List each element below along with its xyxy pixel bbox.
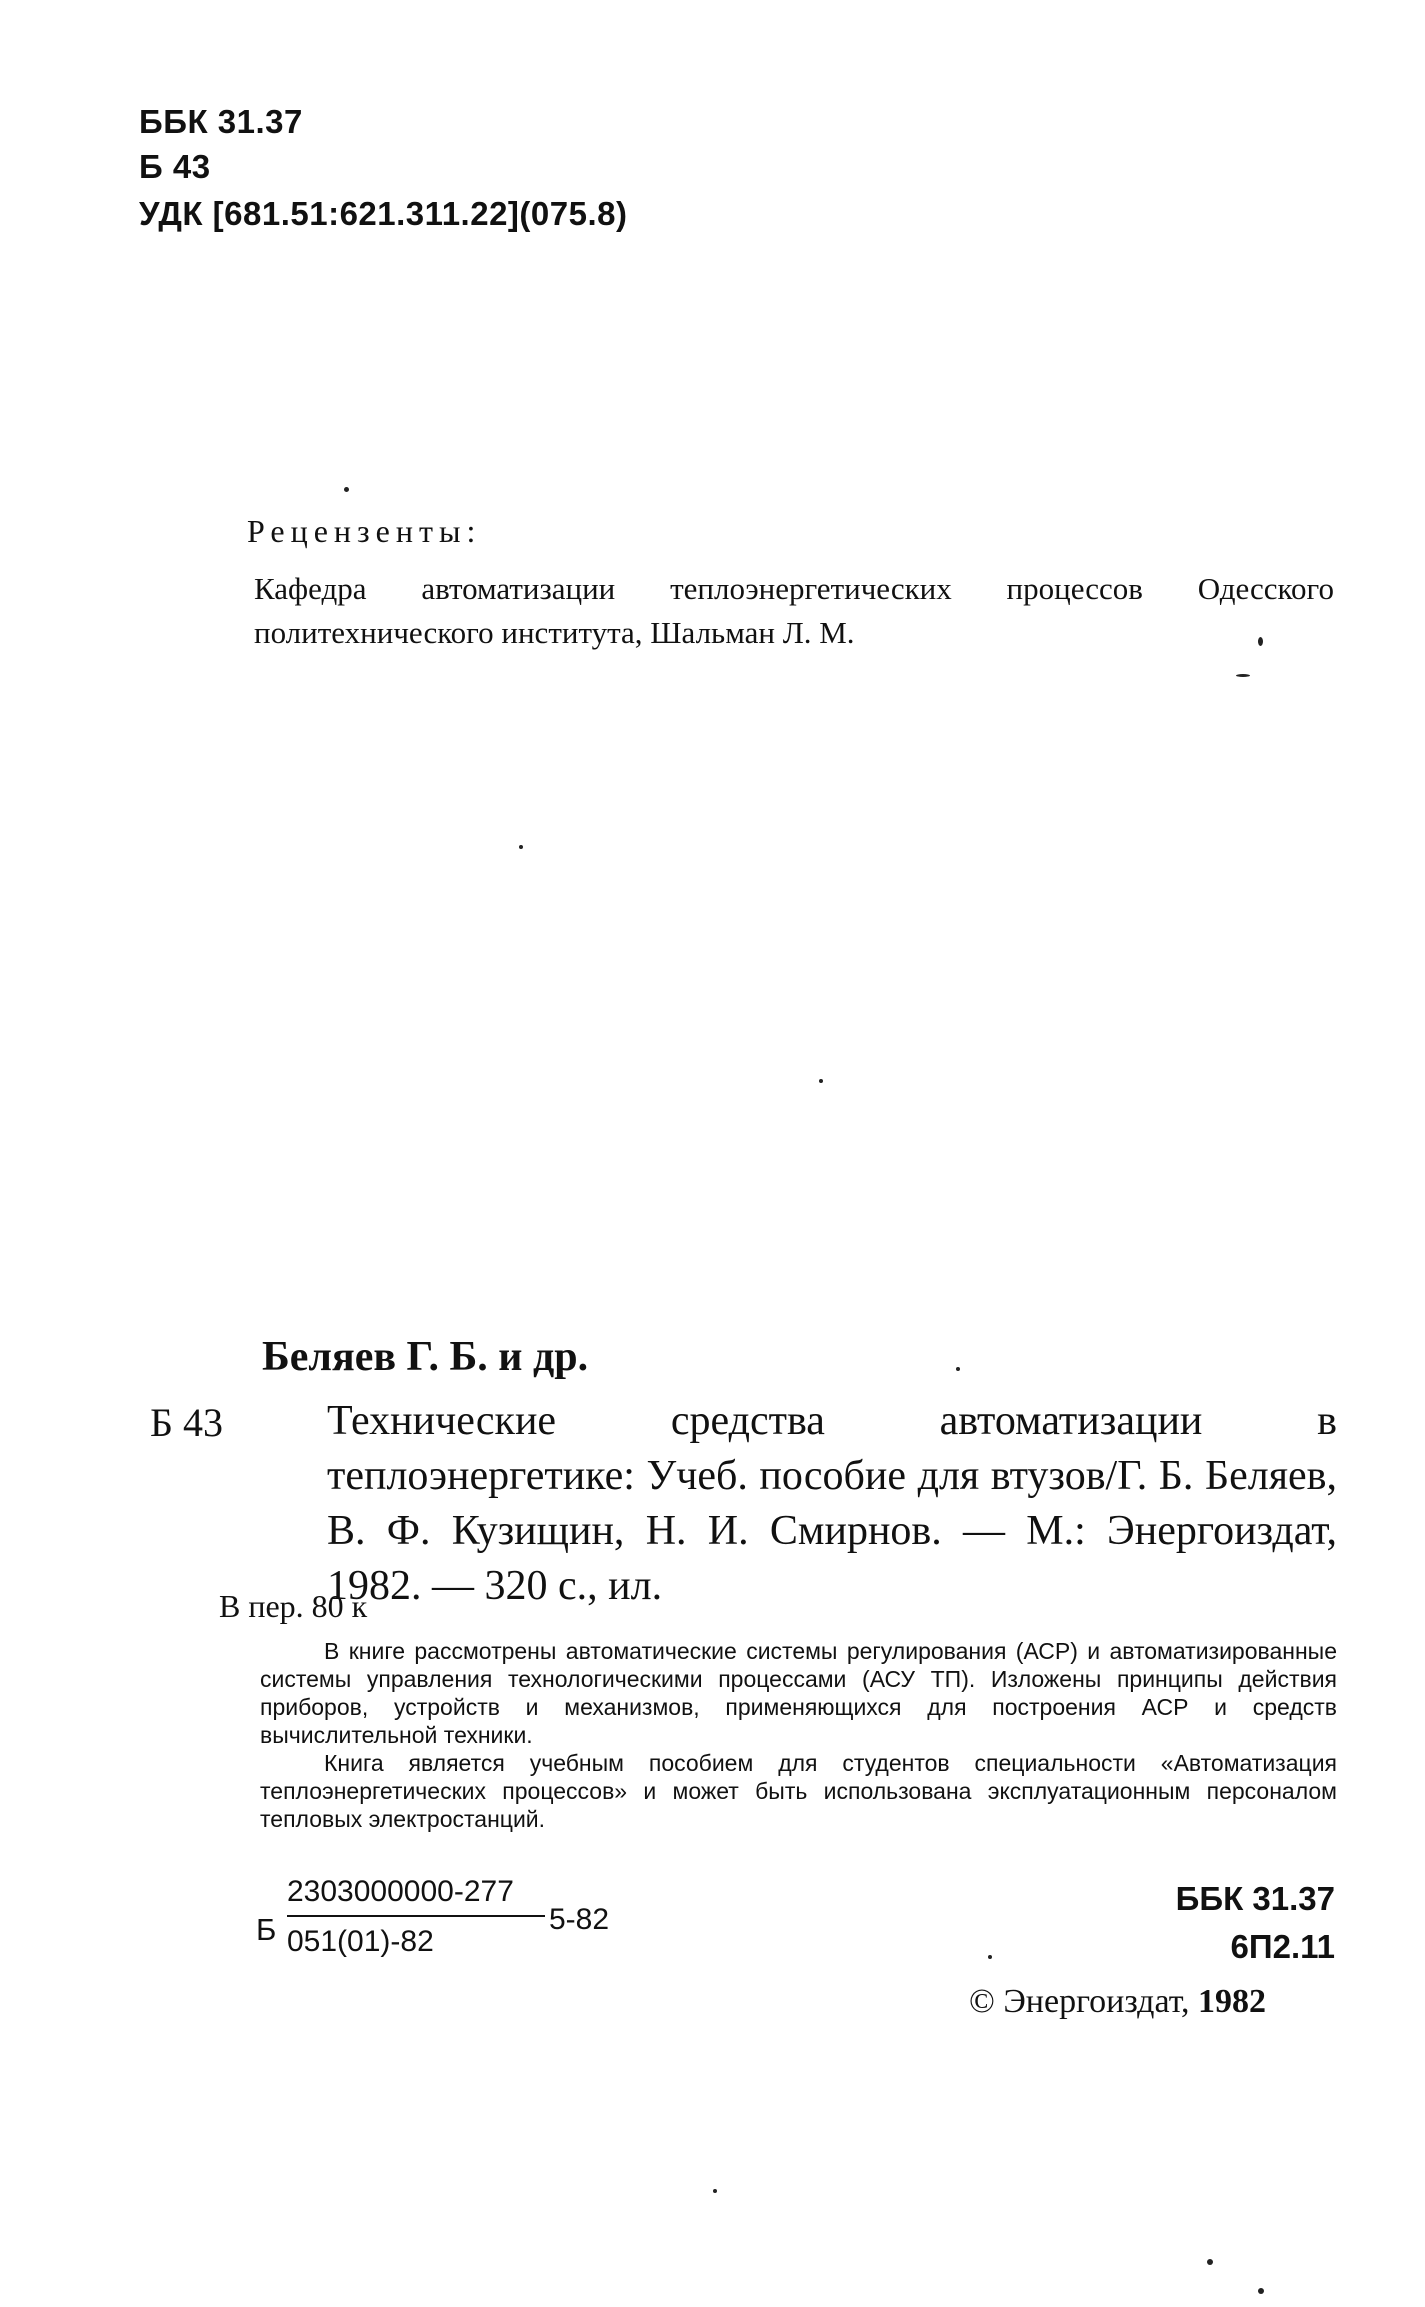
entry-price: В пер. 80 к (219, 1588, 368, 1624)
scan-speck (819, 1079, 823, 1083)
bbk-right (1170, 1875, 1335, 1971)
scan-speck (713, 2189, 717, 2193)
copyright-icon: © (969, 1983, 995, 2020)
entry-code: Б 43 (150, 1400, 223, 1445)
udk-code: УДК [681.51:621.311.22](075.8) (139, 195, 628, 232)
author-code: Б 43 (139, 148, 211, 185)
catalog-fraction (287, 1875, 545, 1959)
copyright (969, 1983, 1266, 2021)
annotation-paragraph: Книга является учебным пособием для студентов специальности «Автоматизация теплоэнергетических процессов» и может быть использована эксплуатационным персоналом тепловых электростанций. (260, 1750, 1337, 1832)
catalog-suffix: 5-82 (549, 1903, 610, 1936)
isbn-prefix: Б (256, 1912, 277, 1947)
entry-annotation (260, 1637, 1337, 1833)
scan-speck (344, 487, 349, 492)
scan-speck (1258, 2288, 1264, 2294)
fraction-denominator: 051(01)-82 (287, 1925, 434, 1958)
entry-description: Технические средства автоматизации в теплоэнергетике: Учеб. пособие для втузов/Г. Б. Беляев, В. Ф. Кузищин, Н. И. Смирнов. — М.: Энергоиздат, 1982. — 320 с., ил. (327, 1398, 1337, 1609)
scan-speck (1258, 637, 1263, 646)
annotation-paragraph: В книге рассмотрены автоматические системы регулирования (АСР) и автоматизированные системы управления технологическими процессами (АСУ ТП). Изложены принципы действия приборов, устройств и механизмов, применяющихся для построения АСР и средств вычислительной техники. (260, 1638, 1337, 1748)
bbk-right-line-1: ББК 31.37 (1175, 1880, 1335, 1917)
copyright-year: 1982 (1198, 1983, 1266, 2020)
scan-speck (1207, 2259, 1213, 2265)
bbk-right-line-2: 6П2.11 (1230, 1928, 1335, 1965)
copyright-publisher: Энергоиздат, (1003, 1983, 1190, 2020)
scan-speck (1236, 674, 1250, 677)
scan-speck (519, 845, 523, 849)
scan-speck (956, 1367, 960, 1371)
reviewers-text: Кафедра автоматизации теплоэнергетических процессов Одесского политехнического института, Шальман Л. М. (254, 571, 1334, 650)
reviewers-heading: Рецензенты: (247, 513, 482, 549)
bbk-code: ББК 31.37 (139, 103, 303, 140)
scan-speck (988, 1955, 992, 1959)
fraction-numerator: 2303000000-277 (287, 1875, 514, 1908)
entry-author: Беляев Г. Б. и др. (262, 1334, 589, 1380)
